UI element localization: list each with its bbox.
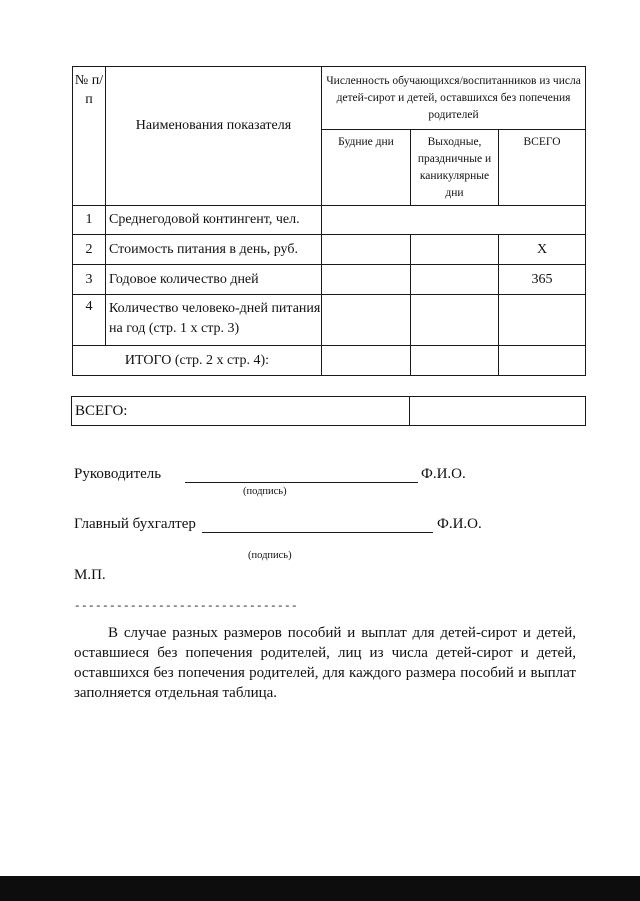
- row-label: Количество человеко-дней питания на год (стр. 1 х стр. 3): [106, 295, 322, 346]
- head-label: Руководитель: [74, 466, 162, 482]
- grand-total-value[interactable]: [410, 397, 586, 426]
- itogo-weekdays-cell[interactable]: [322, 346, 411, 376]
- header-weekends: Выходные, праздничные и каникулярные дни: [411, 130, 499, 206]
- row-weekdays-cell[interactable]: [322, 235, 411, 265]
- footnote-separator: --------------------------------: [74, 601, 299, 613]
- accountant-label: Главный бухгалтер: [74, 516, 196, 532]
- table-row: [73, 265, 586, 295]
- row-weekends-cell[interactable]: [411, 235, 499, 265]
- accountant-signature-line[interactable]: [202, 532, 433, 533]
- row-weekdays-cell[interactable]: [322, 295, 411, 346]
- indicators-table: [72, 66, 586, 376]
- itogo-total-cell[interactable]: [499, 346, 586, 376]
- row-number: 3: [73, 265, 106, 295]
- row-weekends-cell[interactable]: [411, 265, 499, 295]
- header-headcount-group: Численность обучающихся/воспитанников из числа детей-сирот и детей, оставшихся без попечения родителей: [322, 67, 586, 130]
- head-signature-line[interactable]: [185, 482, 418, 483]
- row-number: 1: [73, 206, 106, 235]
- scan-edge-bar: [0, 876, 640, 901]
- header-weekdays: Будние дни: [322, 130, 411, 206]
- row-label: Среднегодовой контингент, чел.: [106, 206, 322, 235]
- row-weekends-cell[interactable]: [411, 295, 499, 346]
- row-total-cell[interactable]: [499, 295, 586, 346]
- header-number: № п/п: [73, 67, 106, 206]
- row-total-cell: 365: [499, 265, 586, 295]
- header-indicator-name: [106, 67, 322, 206]
- row-weekdays-cell[interactable]: [322, 265, 411, 295]
- itogo-weekends-cell[interactable]: [411, 346, 499, 376]
- head-signature-hint: (подпись): [243, 486, 287, 497]
- row-label: Годовое количество дней: [106, 265, 322, 295]
- stamp-placeholder: М.П.: [74, 567, 106, 583]
- row-label: Стоимость питания в день, руб.: [106, 235, 322, 265]
- header-total: ВСЕГО: [499, 130, 586, 206]
- row-number: 2: [73, 235, 106, 265]
- table-row: [73, 295, 586, 346]
- footnote: [74, 623, 576, 703]
- row-headcount-cell[interactable]: [322, 206, 586, 235]
- itogo-label: ИТОГО (стр. 2 х стр. 4):: [73, 346, 322, 376]
- accountant-signature-hint: (подпись): [248, 550, 292, 561]
- grand-total-label: ВСЕГО:: [72, 397, 410, 426]
- header-indicator-name-text: Наименования показателя: [135, 118, 292, 133]
- row-total-cell: Х: [499, 235, 586, 265]
- footnote-text: В случае разных размеров пособий и выплат для детей-сирот и детей, оставшиеся без попечения родителей, лиц из числа детей-сирот и детей, оставшихся без попечения родителей, для каждого размера пособий и выплат заполняется отдельная таблица.: [74, 625, 576, 701]
- itogo-row: [73, 346, 586, 376]
- row-number: 4: [73, 295, 106, 346]
- accountant-fio: Ф.И.О.: [437, 516, 482, 532]
- table-row: [73, 235, 586, 265]
- head-fio: Ф.И.О.: [421, 466, 466, 482]
- grand-total-table: [71, 396, 586, 426]
- table-row: [73, 206, 586, 235]
